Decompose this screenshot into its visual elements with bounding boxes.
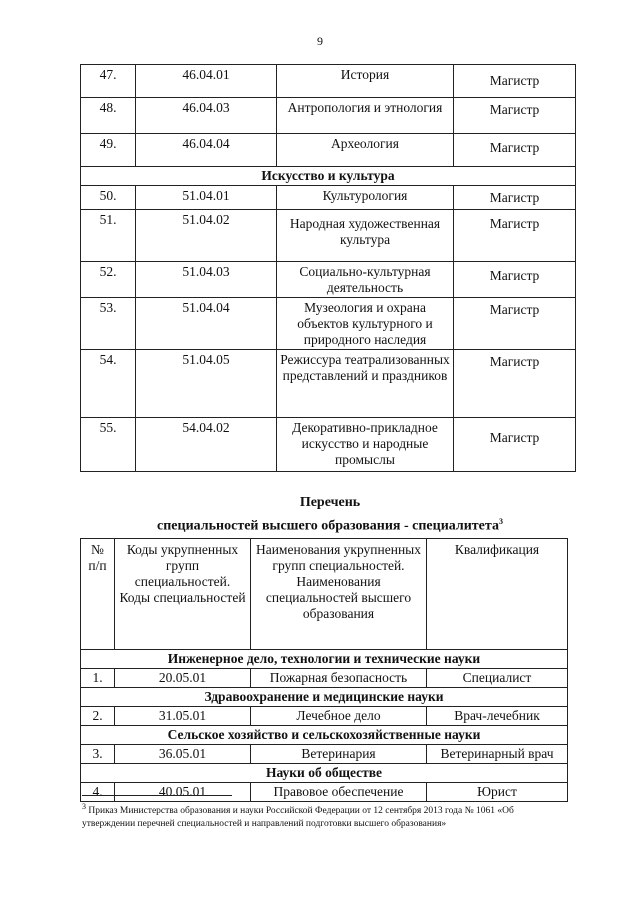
table-row <box>81 210 576 262</box>
row-name: Народная художественная культура <box>277 210 454 262</box>
row-qualification: Магистр <box>454 210 576 262</box>
footnote-text: Приказ Министерства образования и науки Российской Федерации от 12 сентября 2013 года № 1061 «Об утверждении перечней специальностей и направлений подготовки высшего образования» <box>82 806 514 830</box>
row-code: 46.04.01 <box>136 65 277 98</box>
table-header-row <box>81 539 568 650</box>
row-code: 46.04.04 <box>136 134 277 167</box>
table-row <box>81 262 576 298</box>
table-row <box>81 65 576 98</box>
section-header <box>81 726 568 745</box>
table-row <box>81 98 576 134</box>
row-qualification: Ветеринарный врач <box>427 745 568 764</box>
section-header <box>81 688 568 707</box>
header-qualification: Квалификация <box>427 539 568 650</box>
header-codes: Коды укрупненных групп специальностей. Коды специальностей <box>115 539 251 650</box>
row-number: 3. <box>81 745 115 764</box>
table-master-programs <box>80 64 576 472</box>
row-name: Ветеринария <box>251 745 427 764</box>
header-names: Наименования укрупненных групп специальностей. Наименования специальностей высшего образования <box>251 539 427 650</box>
row-name: Социально-культурная деятельность <box>277 262 454 298</box>
section-title: Науки об обществе <box>81 764 568 783</box>
header-number: № п/п <box>81 539 115 650</box>
row-name: Декоративно-прикладное искусство и народные промыслы <box>277 418 454 472</box>
row-code: 51.04.03 <box>136 262 277 298</box>
table-specialist-programs <box>80 538 568 802</box>
row-number: 54. <box>81 350 136 418</box>
table-row <box>81 350 576 418</box>
row-code: 20.05.01 <box>115 669 251 688</box>
section-header <box>81 764 568 783</box>
table-row <box>81 298 576 350</box>
list-subtitle <box>0 513 640 536</box>
row-code: 40.05.01 <box>115 783 251 802</box>
row-qualification: Магистр <box>454 418 576 472</box>
table-row <box>81 418 576 472</box>
row-qualification: Магистр <box>454 65 576 98</box>
footnote-marker: 3 <box>498 517 503 526</box>
row-number: 47. <box>81 65 136 98</box>
section-title: Искусство и культура <box>81 167 576 186</box>
row-code: 31.05.01 <box>115 707 251 726</box>
row-name: Музеология и охрана объектов культурного и природного наследия <box>277 298 454 350</box>
row-qualification: Магистр <box>454 98 576 134</box>
list-subtitle-text: специальностей высшего образования - специалитета <box>157 518 499 534</box>
row-number: 49. <box>81 134 136 167</box>
row-code: 51.04.01 <box>136 186 277 210</box>
table-row <box>81 186 576 210</box>
footnote-mark: 3 <box>82 802 86 811</box>
table-row <box>81 783 568 802</box>
row-name: Режиссура театрализованных представлений и праздников <box>277 350 454 418</box>
row-name: Археология <box>277 134 454 167</box>
row-qualification: Магистр <box>454 262 576 298</box>
row-code: 51.04.04 <box>136 298 277 350</box>
row-name: Лечебное дело <box>251 707 427 726</box>
footnote-divider <box>82 795 232 796</box>
row-code: 51.04.02 <box>136 210 277 262</box>
page-number: 9 <box>317 34 323 48</box>
row-number: 4. <box>81 783 115 802</box>
row-name: Пожарная безопасность <box>251 669 427 688</box>
row-qualification: Юрист <box>427 783 568 802</box>
row-name: Культурология <box>277 186 454 210</box>
row-number: 52. <box>81 262 136 298</box>
row-number: 1. <box>81 669 115 688</box>
row-number: 48. <box>81 98 136 134</box>
row-code: 54.04.02 <box>136 418 277 472</box>
row-name: Правовое обеспечение <box>251 783 427 802</box>
row-number: 53. <box>81 298 136 350</box>
footnote <box>82 800 562 831</box>
table-row <box>81 134 576 167</box>
row-qualification: Магистр <box>454 186 576 210</box>
table-row <box>81 669 568 688</box>
row-qualification: Специалист <box>427 669 568 688</box>
row-name: История <box>277 65 454 98</box>
section-title: Сельское хозяйство и сельскохозяйственные науки <box>81 726 568 745</box>
row-qualification: Врач-лечебник <box>427 707 568 726</box>
row-qualification: Магистр <box>454 350 576 418</box>
row-code: 46.04.03 <box>136 98 277 134</box>
list-title: Перечень <box>299 495 361 510</box>
row-qualification: Магистр <box>454 298 576 350</box>
section-title: Здравоохранение и медицинские науки <box>81 688 568 707</box>
row-qualification: Магистр <box>454 134 576 167</box>
section-header <box>81 650 568 669</box>
row-number: 51. <box>81 210 136 262</box>
row-number: 50. <box>81 186 136 210</box>
table-row <box>81 745 568 764</box>
table-row <box>81 707 568 726</box>
section-header <box>81 167 576 186</box>
row-name: Антропология и этнология <box>277 98 454 134</box>
row-code: 36.05.01 <box>115 745 251 764</box>
section-title: Инженерное дело, технологии и технические науки <box>81 650 568 669</box>
row-number: 55. <box>81 418 136 472</box>
row-code: 51.04.05 <box>136 350 277 418</box>
row-number: 2. <box>81 707 115 726</box>
